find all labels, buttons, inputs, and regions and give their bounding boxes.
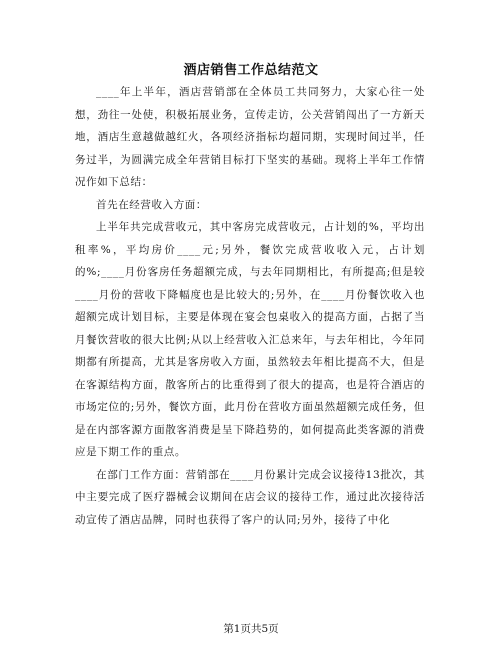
document-body [75,81,425,531]
document-title: 酒店销售工作总结范文 [183,63,319,78]
paragraph-department-work: 在部门工作方面：营销部在____月份累计完成会议接待13批次，其中主要完成了医疗器械会议期间在店会议的接待工作，通过此次接待活动宣传了酒店品牌，同时也获得了客户的认同;另外，接待了中化 [75,468,425,526]
paragraph-revenue-heading: 首先在经营收入方面： [96,198,207,211]
paragraph-revenue-details: 上半年共完成营收元，其中客房完成营收元，占计划的%，平均出租率%，平均房价____元;另外，餐饮完成营收收入元，占计划的%;____月份客房任务超额完成，与去年同期相比，有所提高;但是较____月份的营收下降幅度也是比较大的;另外，在____月份餐饮收入也超额完成计划目标，主要是体现在宴会包桌收入的提高方面，占据了当月餐饮营收的很大比例;从以上经营收入汇总来年，与去年相比，今年同期都有所提高，尤其是客房收入方面，虽然较去年相比提高不大，但是在客源结构方面，散客所占的比重得到了很大的提高，也是符合酒店的市场定位的;另外，餐饮方面，此月份在营收方面虽然超额完成任务，但是在内部客源方面散客消费是呈下降趋势的，如何提高此类客源的消费应是下期工作的重点。 [75,221,425,458]
page-number-footer: 第1页共5页 [223,623,279,635]
paragraph-intro: ____年上半年，酒店营销部在全体员工共同努力，大家心往一处想，劲往一处使，积极拓展业务，宣传走访，公关营销闯出了一方新天地，酒店生意越做越红火，各项经济指标均超同期，实现时间过半，任务过半，为圆满完成全年营销目标打下坚实的基础。现将上半年工作情况作如下总结： [75,86,425,188]
